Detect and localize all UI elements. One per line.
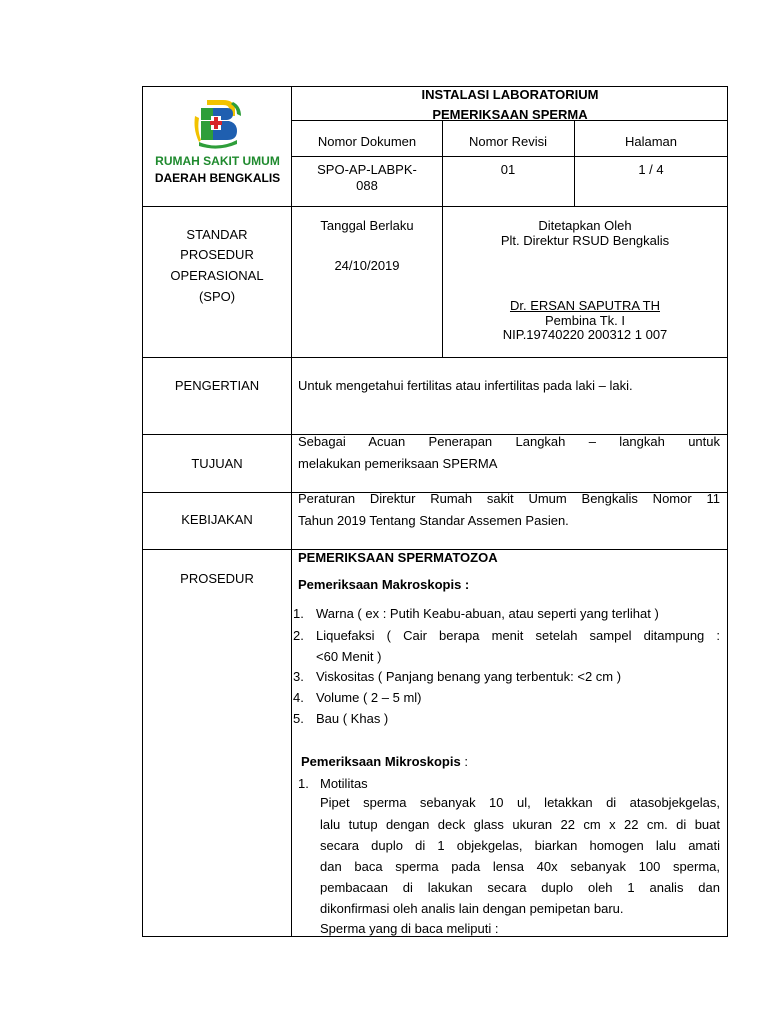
spo-label-line2: PROSEDUR	[180, 247, 254, 262]
pengertian-label: PENGERTIAN	[174, 378, 260, 393]
list-item-number: 2.	[293, 628, 304, 643]
approved-by-label: Ditetapkan Oleh	[538, 218, 632, 233]
list-item: Liquefaksi ( Cair berapa menit setelah sampel ditampung :	[316, 628, 720, 643]
table-border-right	[727, 86, 728, 937]
list-item-number: 4.	[293, 690, 304, 705]
hospital-logo	[193, 96, 243, 150]
tujuan-text-line2: melakukan pemeriksaan SPERMA	[298, 456, 498, 471]
tujuan-text-line1: Sebagai Acuan Penerapan Langkah – langkah untuk	[298, 434, 720, 449]
list-item-number: 5.	[293, 711, 304, 726]
kebijakan-text-line2: Tahun 2019 Tentang Standar Assemen Pasien.	[298, 513, 569, 528]
document-title-line2: PEMERIKSAAN SPERMA	[432, 107, 588, 122]
paragraph-line: Sperma yang di baca meliputi :	[320, 921, 499, 936]
approver-rank: Pembina Tk. I	[545, 313, 625, 328]
makroskopis-heading: Pemeriksaan Makroskopis :	[298, 577, 470, 592]
approver-name: Dr. ERSAN SAPUTRA TH	[509, 298, 660, 313]
page-value: 1 / 4	[638, 162, 664, 177]
revision-label: Nomor Revisi	[468, 134, 547, 149]
table-line-header-bottom	[142, 206, 728, 207]
spo-label-line1: STANDAR	[186, 227, 248, 242]
document-title-line1: INSTALASI LABORATORIUM	[421, 87, 599, 102]
list-item: Volume ( 2 – 5 ml)	[316, 690, 422, 705]
kebijakan-label: KEBIJAKAN	[181, 512, 253, 527]
revision-value: 01	[500, 162, 516, 177]
hospital-logo-icon	[193, 96, 243, 150]
hospital-name-line1: RUMAH SAKIT UMUM	[155, 154, 280, 168]
prosedur-heading: PEMERIKSAAN SPERMATOZOA	[298, 550, 498, 565]
kebijakan-text-line1: Peraturan Direktur Rumah sakit Umum Bengkalis Nomor 11	[298, 491, 720, 506]
prosedur-label: PROSEDUR	[180, 571, 254, 586]
paragraph-line: dan baca sperma pada lensa 40x sebanyak 100 sperma,	[320, 859, 720, 874]
doc-number-value-line1: SPO-AP-LABPK-	[317, 162, 417, 177]
effective-date-label: Tanggal Berlaku	[320, 218, 414, 233]
list-item-number: 3.	[293, 669, 304, 684]
mikroskopis-item-number: 1.	[298, 776, 309, 791]
tujuan-label: TUJUAN	[191, 456, 243, 471]
list-item: Viskositas ( Panjang benang yang terbentuk: <2 cm )	[316, 669, 622, 684]
spo-label-line3: OPERASIONAL	[170, 268, 264, 283]
list-item-number: 1.	[293, 606, 304, 621]
table-line-doc-labels	[292, 156, 728, 157]
list-item-continuation: <60 Menit )	[316, 649, 382, 664]
paragraph-line: lalu tutup dengan deck glass ukuran 22 cm x 22 cm. di buat	[320, 817, 720, 832]
hospital-name-line2: DAERAH BENGKALIS	[154, 171, 281, 185]
list-item: Warna ( ex : Putih Keabu-abuan, atau seperti yang terlihat )	[316, 606, 659, 621]
paragraph-line: Pipet sperma sebanyak 10 ul, letakkan di atasobjekgelas,	[320, 795, 720, 810]
effective-date-value: 24/10/2019	[334, 258, 400, 273]
paragraph-line: dikonfirmasi oleh analis lain dengan pemipetan baru.	[320, 901, 624, 916]
paragraph-line: secara duplo di 1 objekgelas, biarkan homogen lalu amati	[320, 838, 720, 853]
mikroskopis-heading: Pemeriksaan Mikroskopis :	[301, 754, 468, 769]
list-item: Bau ( Khas )	[316, 711, 389, 726]
paragraph-line: pembacaan di lakukan secara duplo oleh 1 analis dan	[320, 880, 720, 895]
doc-number-value-line2: 088	[356, 178, 378, 193]
doc-number-label: Nomor Dokumen	[317, 134, 417, 149]
page-label: Halaman	[624, 134, 678, 149]
approver-nip: NIP.19740220 200312 1 007	[502, 327, 668, 342]
mikroskopis-item-title: Motilitas	[320, 776, 368, 791]
spo-label-line4: (SPO)	[198, 289, 236, 304]
pengertian-text: Untuk mengetahui fertilitas atau infertilitas pada laki – laki.	[298, 378, 633, 393]
approver-title: Plt. Direktur RSUD Bengkalis	[500, 233, 670, 248]
table-line-spo-bottom	[142, 357, 728, 358]
